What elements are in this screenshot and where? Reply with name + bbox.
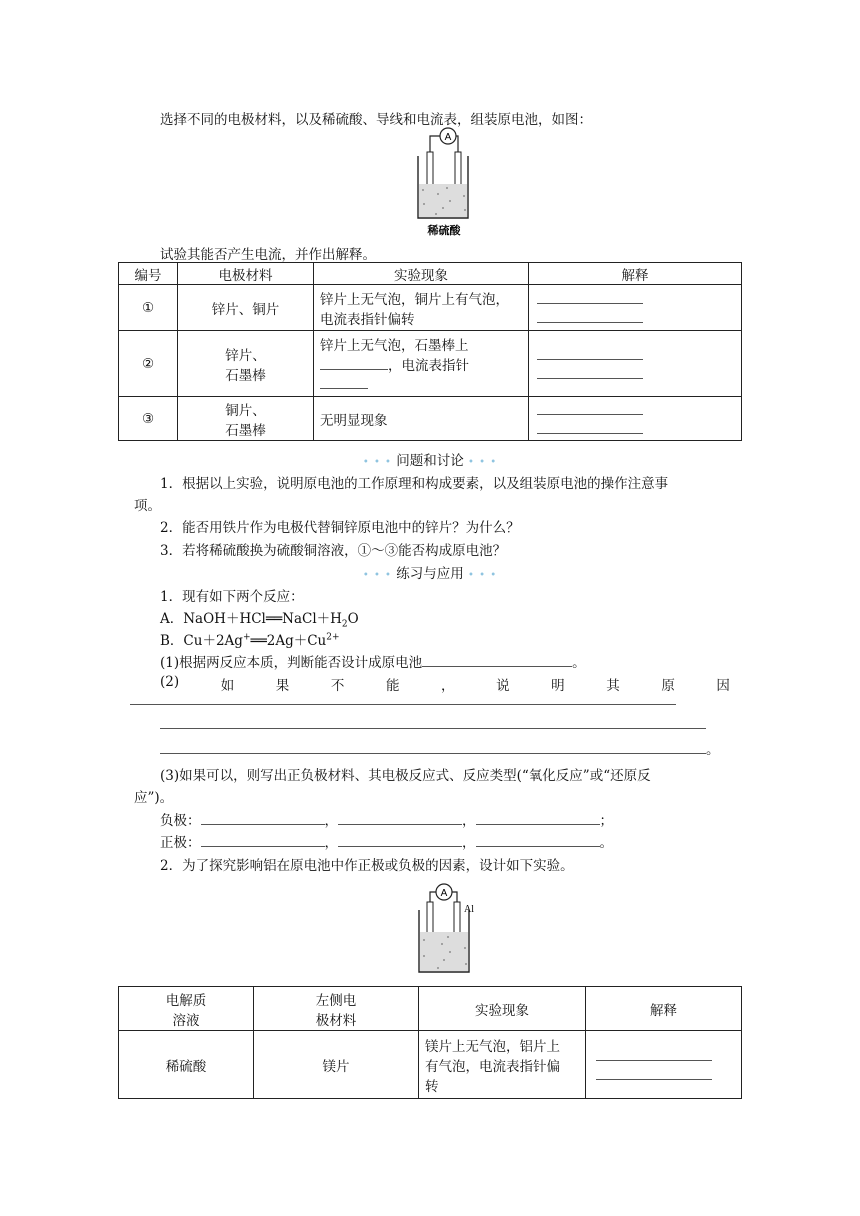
header-id: 编号: [119, 263, 178, 285]
sub-question-3: (3)如果可以，则写出正负极材料、其电极反应式、反应类型(“氧化反应”或“还原反: [160, 768, 651, 784]
row-explanation: [586, 1031, 742, 1099]
answer-blank[interactable]: [537, 368, 643, 379]
answer-blank[interactable]: [201, 832, 325, 847]
header-phenomenon: 实验现象: [419, 987, 586, 1031]
row-material: 锌片、铜片: [178, 285, 314, 331]
row-explanation: [529, 285, 742, 331]
material-line: 石墨棒: [225, 422, 266, 439]
answer-blank[interactable]: [537, 312, 643, 323]
header-explanation: 解释: [586, 987, 742, 1031]
galvanic-cell-diagram-2: [412, 882, 482, 974]
material-line: 石墨棒: [225, 367, 266, 384]
phenomenon-line: [320, 354, 528, 374]
table-row: [119, 331, 742, 397]
section-heading-discussion: [0, 449, 860, 469]
negative-electrode-line: 负极： ， ， ；: [160, 809, 613, 829]
answer-blank[interactable]: [338, 832, 462, 847]
sub-question-3-cont: 应”)。: [134, 790, 174, 806]
positive-electrode-line: 正极： ， ， 。: [160, 831, 613, 851]
section-heading-practice: [0, 562, 860, 582]
phenomenon-line: 锌片上无气泡，铜片上有气泡，: [320, 291, 509, 308]
answer-blank[interactable]: [130, 694, 676, 705]
row-material: [178, 331, 314, 397]
reaction-a: A．$NaOH+HCl══NaCl+H_2O$: [160, 611, 359, 630]
intro-text: 选择不同的电极材料，以及稀硫酸、导线和电流表，组装原电池，如图：: [160, 112, 592, 128]
header-left-material: 左侧电 极材料: [254, 987, 419, 1031]
question-2: 2．能否用铁片作为电极代替铜锌原电池中的锌片？为什么？: [160, 520, 520, 536]
row-id: ①: [119, 285, 178, 331]
table-row: [119, 1031, 742, 1099]
electrolyte-solution: [420, 932, 468, 971]
test-line: 试验其能否产生电流，并作出解释。: [160, 247, 376, 263]
answer-blank[interactable]: [537, 404, 643, 415]
header-explanation: 解释: [529, 263, 742, 285]
aluminum-label: Al: [464, 904, 474, 915]
answer-blank[interactable]: [320, 374, 368, 389]
phenomenon-line: 锌片上无气泡，石墨棒上: [320, 338, 469, 354]
decor-dots-icon: • • •: [362, 570, 392, 581]
answer-blank[interactable]: [320, 355, 388, 370]
answer-blank[interactable]: [596, 1050, 712, 1061]
material-line: 锌片、: [225, 347, 266, 364]
phenomenon-line: [320, 374, 528, 393]
header-solution: 电解质 溶液: [119, 987, 254, 1031]
row-phenomenon: 无明显现象: [314, 397, 529, 441]
question-1-cont: 项。: [134, 498, 161, 514]
question-1: 1．根据以上实验，说明原电池的工作原理和构成要素，以及组装原电池的操作注意事: [160, 476, 669, 492]
ammeter-label: A: [444, 132, 452, 143]
answer-blank[interactable]: [422, 652, 572, 667]
sub-question-1: (1)根据两反应本质，判断能否设计成原电池 。: [160, 651, 586, 671]
decor-dots-icon: • • •: [468, 570, 498, 581]
question-3: 3．若将稀硫酸换为硫酸铜溶液，①～③能否构成原电池？: [160, 543, 507, 559]
header-material: 电极材料: [178, 263, 314, 285]
phenomenon-line: 有气泡，电流表指针偏: [425, 1058, 560, 1075]
answer-blank[interactable]: [160, 718, 706, 729]
experiment-table-1: [118, 262, 742, 441]
ammeter-label: A: [440, 888, 448, 899]
answer-line: 。: [160, 738, 720, 758]
practice-q1: 1．现有如下两个反应：: [160, 589, 304, 605]
diagram-label: 稀硫酸: [427, 224, 461, 237]
answer-blank[interactable]: [596, 1069, 712, 1080]
header-phenomenon: 实验现象: [314, 263, 529, 285]
phenomenon-line: 镁片上无气泡，铝片上: [425, 1038, 560, 1055]
answer-blank[interactable]: [476, 832, 600, 847]
answer-blank[interactable]: [160, 743, 706, 754]
material-line: 铜片、: [225, 402, 266, 419]
reaction-b: B．$Cu+2Ag^+══2Ag+Cu^{2+}$: [160, 632, 340, 649]
acid-solution: [419, 184, 467, 217]
answer-blank[interactable]: [338, 810, 462, 825]
table-row: [119, 397, 742, 441]
row-phenomenon: [419, 1031, 586, 1099]
row-material: [178, 397, 314, 441]
row-explanation: [529, 331, 742, 397]
phenomenon-text: ，电流表指针: [388, 358, 469, 374]
decor-dots-icon: • • •: [468, 457, 498, 468]
row-id: ②: [119, 331, 178, 397]
row-phenomenon: [314, 331, 529, 397]
section-title: 练习与应用: [396, 566, 464, 582]
row-material: 镁片: [254, 1031, 419, 1099]
practice-q2: 2．为了探究影响铝在原电池中作正极或负极的因素，设计如下实验。: [160, 858, 574, 874]
answer-blank[interactable]: [537, 349, 643, 360]
answer-blank[interactable]: [537, 293, 643, 304]
answer-blank[interactable]: [201, 810, 325, 825]
row-id: ③: [119, 397, 178, 441]
phenomenon-line: 转: [425, 1078, 439, 1095]
answer-blank[interactable]: [537, 423, 643, 434]
decor-dots-icon: • • •: [362, 457, 392, 468]
row-explanation: [529, 397, 742, 441]
experiment-table-2: [118, 986, 742, 1099]
table-row: [119, 285, 742, 331]
sub-question-2: (2) 如 果 不 能 ， 说 明 其 原 因: [160, 674, 730, 694]
section-title: 问题和讨论: [396, 453, 464, 469]
phenomenon-line: 电流表指针偏转: [320, 311, 415, 328]
answer-blank[interactable]: [476, 810, 600, 825]
row-phenomenon: [314, 285, 529, 331]
row-solution: 稀硫酸: [119, 1031, 254, 1099]
galvanic-cell-diagram-1: [410, 126, 474, 240]
